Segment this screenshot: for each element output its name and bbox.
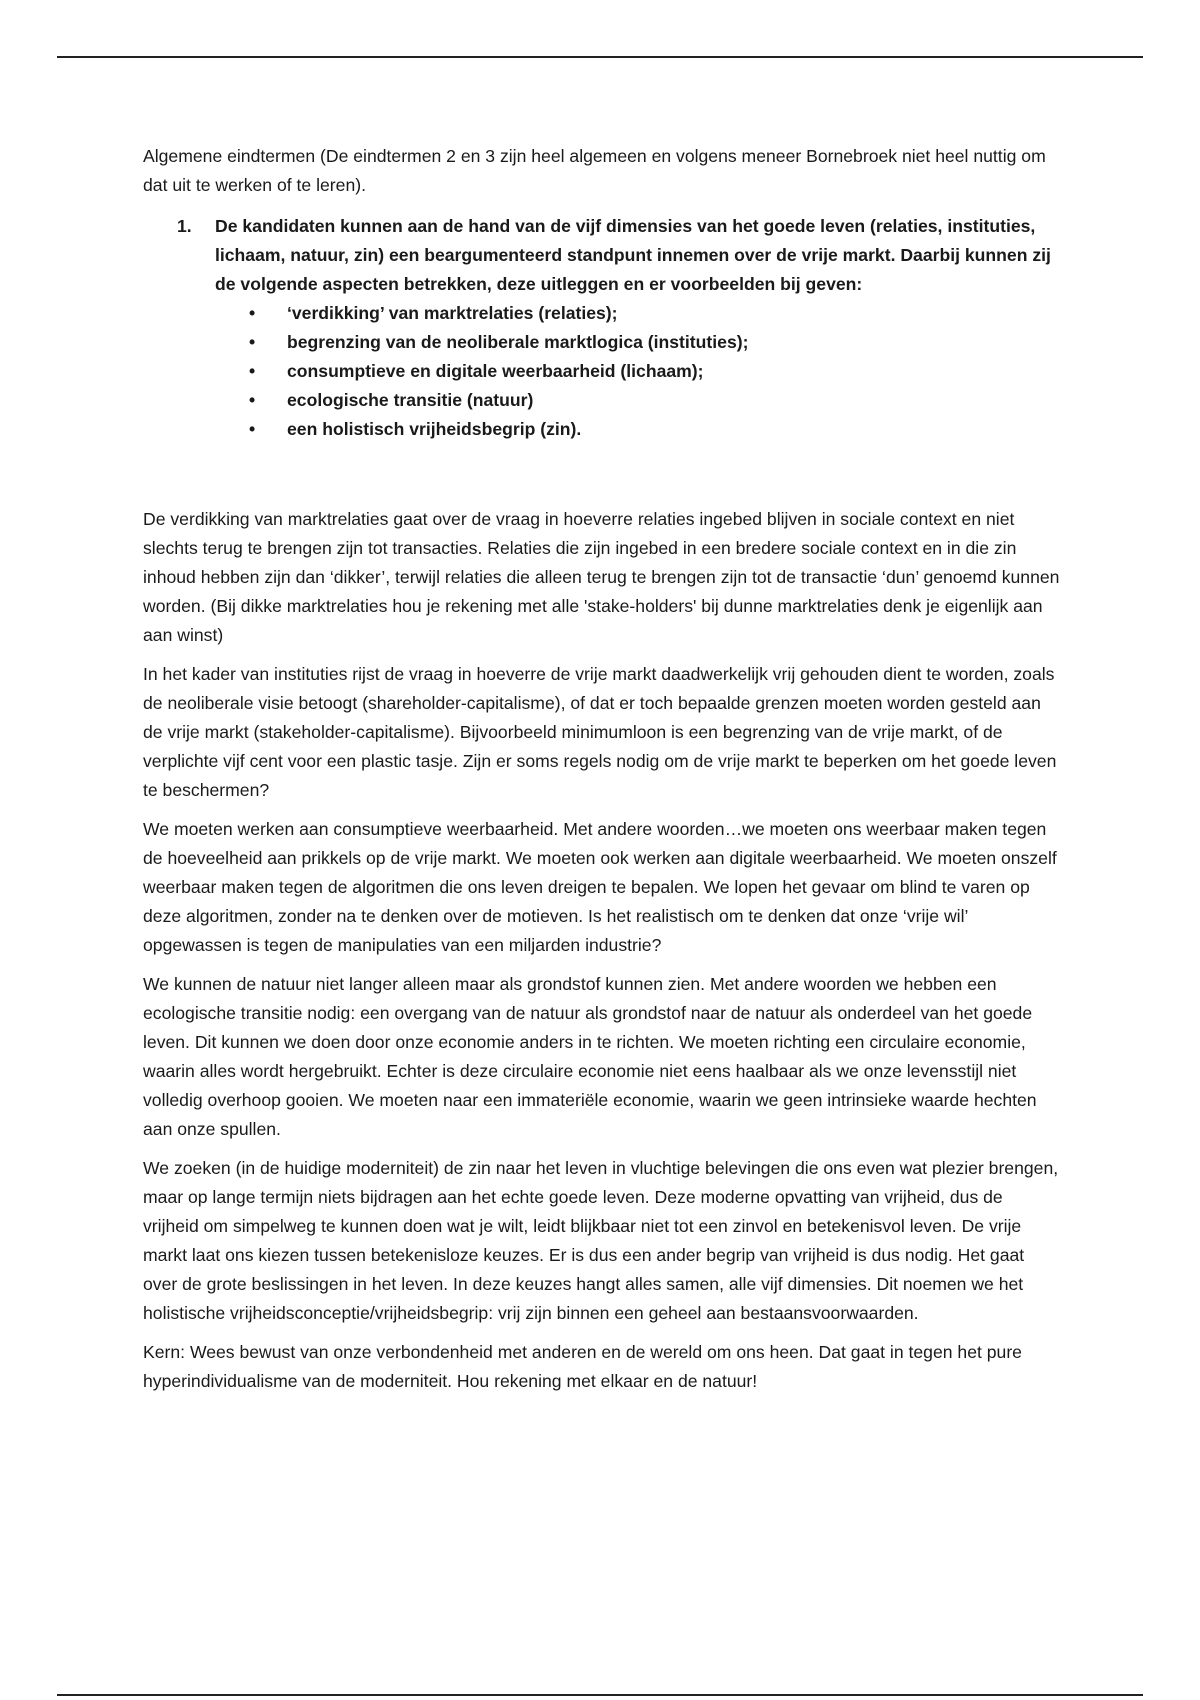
intro-paragraph: Algemene eindtermen (De eindtermen 2 en 3 zijn heel algemeen en volgens meneer Bornebroek niet heel nuttig om dat uit te werken of te leren). — [143, 146, 1046, 195]
aspect-item: • een holistisch vrijheidsbegrip (zin). — [287, 415, 1063, 444]
paragraph-zin: We zoeken (in de huidige moderniteit) de zin naar het leven in vluchtige belevingen die ons even wat plezier brengen, maar op lange termijn niets bijdragen aan het echte goede leven. Deze moderne opvatting van vrijheid, dus de vrijheid om simpelweg te kunnen doen wat je wilt, leidt blijkbaar niet tot een zinvol en betekenisvol leven. De vrije markt laat ons kiezen tussen betekenisloze keuzes. Er is dus een ander begrip van vrijheid is dus nodig. Het gaat over de grote beslissingen in het leven. In deze keuzes hangt alles samen, alle vijf dimensies. Dit noemen we het holistische vrijheidsconceptie/vrijheidsbegrip: vrij zijn binnen een geheel aan bestaansvoorwaarden. — [143, 1158, 1059, 1323]
top-rule — [57, 56, 1143, 58]
paragraph-kern: Kern: Wees bewust van onze verbondenheid met anderen en de wereld om ons heen. Dat gaat in tegen het pure hyperindividualisme van de moderniteit. Hou rekening met elkaar en de natuur! — [143, 1342, 1022, 1391]
aspect-item: • begrenzing van de neoliberale marktlogica (instituties); — [287, 328, 1063, 357]
aspects-list — [215, 299, 1063, 444]
objective-item — [177, 212, 1063, 444]
explanation-section — [143, 505, 1063, 1396]
paragraph-lichaam: We moeten werken aan consumptieve weerbaarheid. Met andere woorden…we moeten ons weerbaar maken tegen de hoeveelheid aan prikkels op de vrije markt. We moeten ook werken aan digitale weerbaarheid. We moeten onszelf weerbaar maken tegen de algoritmen die ons leven dreigen te bepalen. We lopen het gevaar om blind te varen op deze algoritmen, zonder na te denken over de motieven. Is het realistisch om te denken dat onze ‘vrije wil’ opgewassen is tegen de manipulaties van een miljarden industrie? — [143, 819, 1057, 955]
aspect-item: • consumptieve en digitale weerbaarheid (lichaam); — [287, 357, 1063, 386]
objective-text: De kandidaten kunnen aan de hand van de vijf dimensies van het goede leven (relaties, instituties, lichaam, natuur, zin) een beargumenteerd standpunt innemen over de vrije markt. Daarbij kunnen zij de volgende aspecten betrekken, deze uitleggen en er voorbeelden bij geven: — [215, 216, 1051, 294]
aspect-item: • ecologische transitie (natuur) — [287, 386, 1063, 415]
objectives-list — [143, 212, 1063, 444]
paragraph-instituties: In het kader van instituties rijst de vraag in hoeverre de vrije markt daadwerkelijk vrij gehouden dient te worden, zoals de neoliberale visie betoogt (shareholder-capitalisme), of dat er toch bepaalde grenzen moeten worden gesteld aan de vrije markt (stakeholder-capitalisme). Bijvoorbeeld minimumloon is een begrenzing van de vrije markt, of de verplichte vijf cent voor een plastic tasje. Zijn er soms regels nodig om de vrije markt te beperken om het goede leven te beschermen? — [143, 664, 1057, 800]
aspect-item: • ‘verdikking’ van marktrelaties (relaties); — [287, 299, 1063, 328]
bottom-rule — [57, 1694, 1143, 1696]
objective-number: 1. — [177, 216, 192, 236]
paragraph-relaties: De verdikking van marktrelaties gaat over de vraag in hoeverre relaties ingebed blijven in sociale context en niet slechts terug te brengen zijn tot transacties. Relaties die zijn ingebed in een bredere sociale context en in die zin inhoud hebben zijn dan ‘dikker’, terwijl relaties die alleen terug te brengen zijn tot de transactie ‘dun’ genoemd kunnen worden. (Bij dikke marktrelaties hou je rekening met alle 'stake-holders' bij dunne marktrelaties denk je eigenlijk aan aan winst) — [143, 509, 1060, 645]
document-body — [143, 142, 1063, 1406]
paragraph-natuur: We kunnen de natuur niet langer alleen maar als grondstof kunnen zien. Met andere woorden we hebben een ecologische transitie nodig: een overgang van de natuur als grondstof naar de natuur als onderdeel van het goede leven. Dit kunnen we doen door onze economie anders in te richten. We moeten richting een circulaire economie, waarin alles wordt hergebruikt. Echter is deze circulaire economie niet eens haalbaar als we onze levensstijl niet volledig overhoop gooien. We moeten naar een immateriële economie, waarin we geen intrinsieke waarde hechten aan onze spullen. — [143, 974, 1037, 1139]
